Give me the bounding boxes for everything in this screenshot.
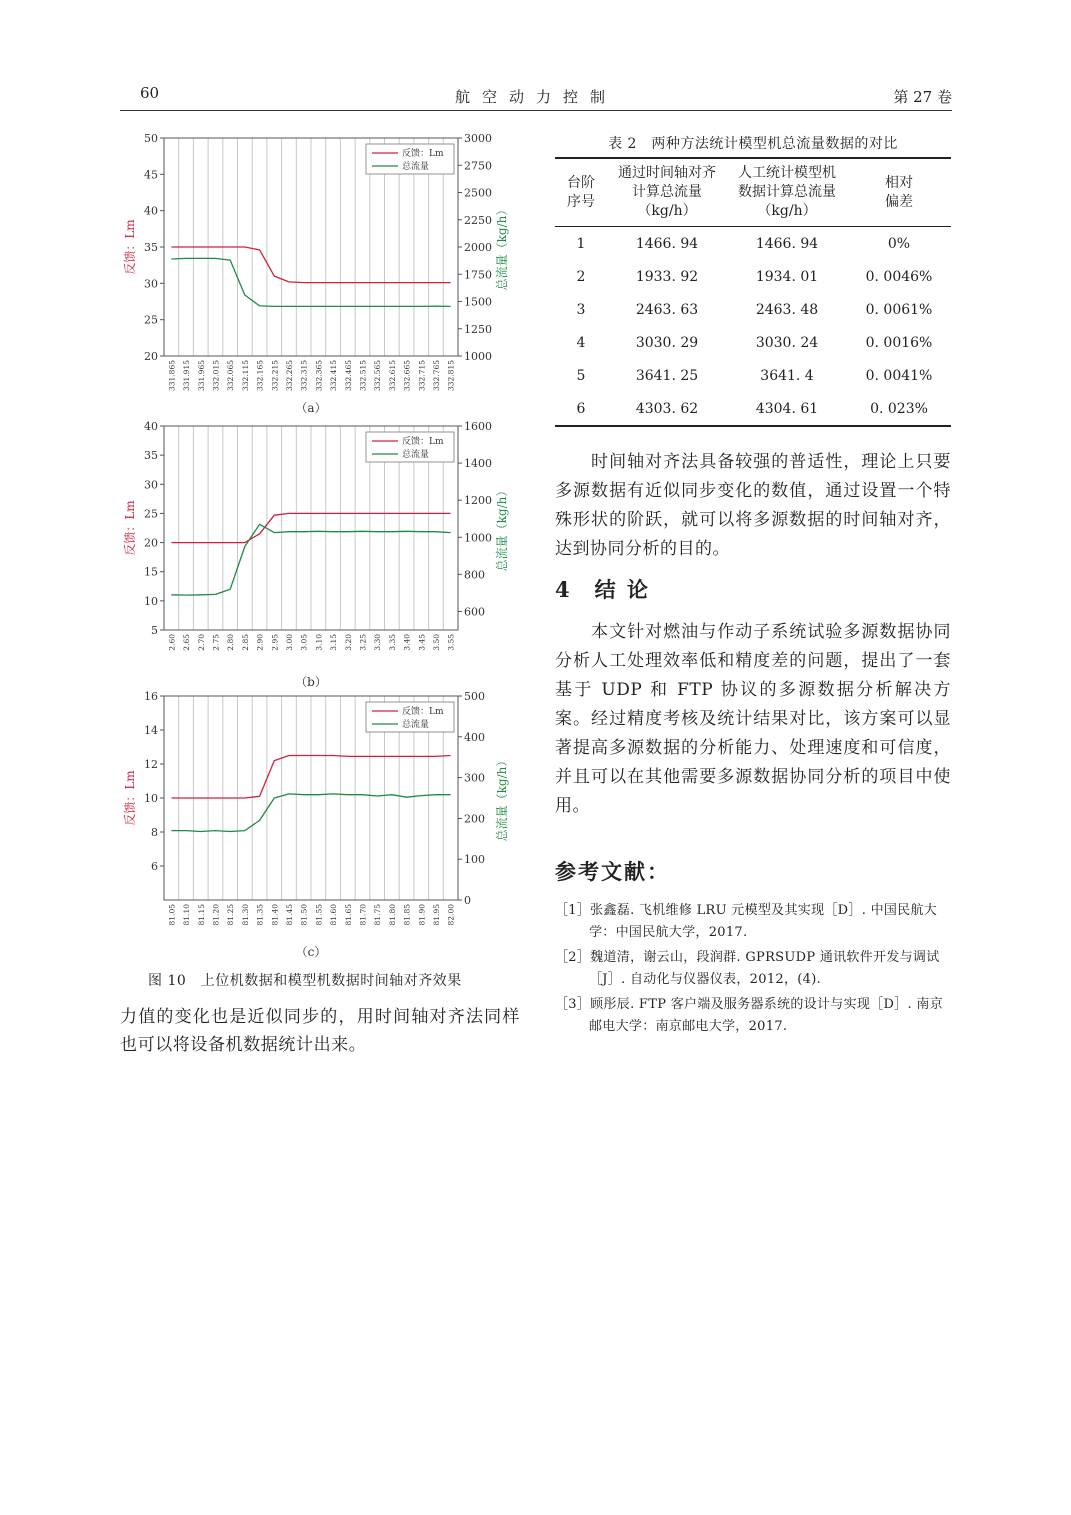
x-tick-label: 3.10 (314, 634, 324, 651)
chart-b-svg (108, 416, 518, 692)
running-header (120, 84, 952, 111)
legend-label-flow: 总流量 (402, 720, 430, 730)
x-tick-label: 3.45 (417, 634, 427, 651)
table-cell: 2 (576, 268, 586, 285)
table-cell: 0% (887, 235, 911, 252)
page-number: 60 (140, 84, 160, 102)
y-left-tick-label: 35 (144, 241, 158, 254)
section-heading-conclusion: 4 结 论 (555, 577, 650, 602)
y-left-tick-label: 25 (144, 507, 158, 521)
x-tick-label: 331.915 (182, 360, 192, 392)
table-cell: 1466. 94 (755, 235, 819, 252)
y-left-tick-label: 45 (144, 168, 158, 182)
x-tick-label: 332.565 (373, 360, 383, 392)
x-tick-label: 81.15 (196, 904, 206, 926)
table-cell: 0. 023% (847, 392, 951, 426)
references-list (555, 900, 951, 1041)
reference-item: ［3］顾彤辰. FTP 客户端及服务器系统的设计与实现［D］. 南京邮电大学：南京邮电大学，2017. (555, 997, 943, 1034)
legend-label-feedback: 反馈：Lm (402, 707, 444, 717)
comparison-table (555, 157, 951, 427)
table-cell: 4 (576, 334, 586, 351)
x-tick-label: 332.465 (343, 360, 353, 392)
y-right-tick-label: 400 (464, 730, 485, 744)
x-tick-label: 2.60 (167, 634, 177, 651)
y-right-tick-label: 600 (464, 605, 485, 619)
journal-name: 航空动力控制 (454, 88, 617, 106)
y-left-tick-label: 25 (144, 313, 158, 327)
table-cell: 3030. 29 (635, 334, 699, 351)
table-cell: 0. 0041% (865, 367, 933, 384)
x-tick-label: 332.065 (226, 360, 236, 392)
y-right-tick-label: 2250 (464, 213, 492, 227)
x-tick-label: 2.80 (226, 634, 236, 651)
y-left-tick-label: 50 (144, 132, 158, 145)
legend-label-feedback: 反馈：Lm (402, 149, 444, 159)
y-right-tick-label: 1000 (464, 531, 492, 545)
x-tick-label: 81.80 (387, 904, 397, 926)
legend-label-flow: 总流量 (402, 450, 430, 460)
table-cell: 3 (576, 301, 586, 318)
table-row (555, 227, 951, 261)
x-tick-label: 81.35 (255, 904, 265, 926)
y-left-tick-label: 30 (144, 277, 158, 291)
y-left-tick-label: 14 (144, 724, 158, 737)
x-tick-label: 81.95 (431, 904, 441, 926)
x-tick-label: 332.615 (387, 360, 397, 392)
chart-b (108, 416, 518, 692)
y-left-tick-label: 15 (144, 565, 158, 579)
x-tick-label: 3.00 (284, 634, 294, 651)
x-tick-label: 332.415 (329, 360, 339, 392)
x-tick-label: 81.70 (358, 904, 368, 926)
x-tick-label: 332.165 (255, 360, 265, 392)
x-tick-label: 2.75 (211, 634, 221, 651)
y-right-axis-title: 总流量（kg/h） (495, 203, 509, 291)
y-right-tick-label: 800 (464, 568, 485, 582)
x-tick-label: 82.00 (446, 904, 456, 926)
y-right-tick-label: 1750 (464, 268, 492, 282)
y-right-tick-label: 1400 (464, 457, 492, 471)
table-cell: 1934. 01 (755, 268, 819, 285)
y-right-tick-label: 2750 (464, 159, 492, 173)
x-tick-label: 2.65 (182, 634, 192, 651)
y-right-tick-label: 0 (464, 894, 471, 907)
y-right-tick-label: 1600 (464, 420, 492, 433)
x-tick-label: 81.45 (284, 904, 294, 926)
x-tick-label: 2.95 (270, 634, 280, 651)
table-cell: 2463. 48 (755, 301, 819, 318)
x-tick-label: 2.90 (255, 634, 265, 651)
x-tick-label: 81.50 (299, 904, 309, 926)
body-text-left: 力值的变化也是近似同步的，用时间轴对齐法同样也可以将设备机数据统计出来。 (120, 1007, 520, 1055)
y-left-tick-label: 30 (144, 478, 158, 492)
table-cell: 1 (576, 235, 586, 252)
y-left-tick-label: 20 (144, 536, 158, 550)
references-title: 参考文献： (555, 859, 670, 884)
y-right-tick-label: 2500 (464, 186, 492, 200)
x-tick-label: 3.50 (431, 634, 441, 651)
col-header-step: 台阶 序号 (555, 158, 607, 227)
x-tick-label: 3.20 (343, 634, 353, 651)
table-row (555, 326, 951, 359)
table-cell: 3030. 24 (755, 334, 819, 351)
y-right-tick-label: 2000 (464, 241, 492, 254)
col-header-manual: 人工统计模型机 数据计算总流量 （kg/h） (727, 158, 847, 227)
x-tick-label: 3.40 (402, 634, 412, 651)
chart-c (108, 686, 518, 962)
col-header-time-axis: 通过时间轴对齐 计算总流量 （kg/h） (607, 158, 727, 227)
y-left-tick-label: 40 (144, 204, 158, 218)
table-cell: 2463. 63 (635, 301, 699, 318)
x-tick-label: 81.65 (343, 904, 353, 926)
y-right-axis-title: 总流量（kg/h） (495, 754, 509, 842)
col-header-deviation: 相对 偏差 (847, 158, 951, 227)
x-tick-label: 331.865 (167, 360, 177, 392)
y-left-tick-label: 16 (144, 690, 158, 703)
table-row (555, 260, 951, 293)
legend-label-flow: 总流量 (402, 162, 430, 172)
x-tick-label: 81.40 (270, 904, 280, 926)
x-tick-label: 2.85 (240, 634, 250, 651)
x-tick-label: 3.05 (299, 634, 309, 651)
table-cell: 6 (555, 392, 607, 426)
paragraph-conclusion: 本文针对燃油与作动子系统试验多源数据协同分析人工处理效率低和精度差的问题，提出了一套基于 UDP 和 FTP 协议的多源数据分析解决方案。经过精度考核及统计结果对比，该方案可以显著提高多源数据的分析能力、处理速度和可信度，并且可以在其他需要多源数据协同分析的项目中使用。 (555, 622, 951, 816)
y-left-tick-label: 5 (151, 624, 158, 637)
x-tick-label: 3.55 (446, 634, 456, 651)
x-tick-label: 332.015 (211, 360, 221, 392)
reference-item: ［2］魏道清，谢云山，段润群. GPRSUDP 通讯软件开发与调试［J］. 自动化与仪器仪表，2012，(4). (555, 950, 940, 987)
volume-label: 第 27 卷 (893, 88, 952, 106)
y-left-tick-label: 6 (151, 860, 158, 873)
x-tick-label: 332.315 (299, 360, 309, 392)
y-left-tick-label: 8 (151, 826, 158, 839)
y-left-tick-label: 40 (144, 420, 158, 433)
x-tick-label: 81.75 (373, 904, 383, 926)
x-tick-label: 3.30 (373, 634, 383, 651)
table-row (555, 392, 951, 426)
x-tick-label: 332.215 (270, 360, 280, 392)
y-right-tick-label: 1500 (464, 295, 492, 309)
table-row (555, 359, 951, 392)
subfigure-label: （a） (295, 401, 327, 415)
x-tick-label: 2.70 (196, 634, 206, 651)
x-tick-label: 3.25 (358, 634, 368, 651)
x-tick-label: 81.55 (314, 904, 324, 926)
table-cell: 3641. 25 (635, 367, 699, 384)
y-right-tick-label: 1000 (464, 350, 492, 363)
y-right-tick-label: 3000 (464, 132, 492, 145)
x-tick-label: 81.85 (402, 904, 412, 926)
x-tick-label: 332.815 (446, 360, 456, 392)
table-cell: 0. 0016% (865, 334, 933, 351)
x-tick-label: 81.30 (240, 904, 250, 926)
chart-c-svg (108, 686, 518, 962)
x-tick-label: 332.765 (431, 360, 441, 392)
paragraph-time-axis: 时间轴对齐法具备较强的普适性，理论上只要多源数据有近似同步变化的数值，通过设置一个特殊形状的阶跃，就可以将多源数据的时间轴对齐，达到协同分析的目的。 (555, 452, 951, 559)
x-tick-label: 332.115 (240, 360, 250, 392)
x-tick-label: 332.365 (314, 360, 324, 392)
table-cell: 3641. 4 (760, 367, 814, 384)
y-right-tick-label: 100 (464, 853, 485, 867)
table-cell: 0. 0046% (865, 268, 933, 285)
y-left-axis-title: 反馈：Lm (123, 219, 137, 275)
table-header-row (555, 158, 951, 227)
table-title: 表 2 两种方法统计模型机总流量数据的对比 (608, 136, 898, 152)
x-tick-label: 81.25 (226, 904, 236, 926)
subfigure-label: （c） (295, 945, 327, 959)
y-left-tick-label: 35 (144, 449, 158, 463)
y-right-tick-label: 500 (464, 690, 485, 703)
table-cell: 1933. 92 (635, 268, 699, 285)
subfigure-label: （b） (295, 675, 327, 689)
y-right-tick-label: 200 (464, 812, 485, 826)
table-cell: 0. 0061% (865, 301, 933, 318)
y-right-tick-label: 300 (464, 771, 485, 785)
x-tick-label: 81.05 (167, 904, 177, 926)
x-tick-label: 81.20 (211, 904, 221, 926)
x-tick-label: 332.515 (358, 360, 368, 392)
chart-a (108, 128, 518, 418)
x-tick-label: 81.60 (329, 904, 339, 926)
table-cell: 4303. 62 (607, 392, 727, 426)
x-tick-label: 331.965 (196, 360, 206, 392)
x-tick-label: 81.10 (182, 904, 192, 926)
legend-label-feedback: 反馈：Lm (402, 437, 444, 447)
y-left-tick-label: 10 (144, 594, 158, 608)
table-cell: 1466. 94 (635, 235, 699, 252)
x-tick-label: 332.665 (402, 360, 412, 392)
table-cell: 5 (576, 367, 586, 384)
table-cell: 4304. 61 (727, 392, 847, 426)
figure-caption: 图 10 上位机数据和模型机数据时间轴对齐效果 (148, 973, 462, 989)
x-tick-label: 3.35 (387, 634, 397, 651)
y-left-tick-label: 10 (144, 792, 158, 805)
y-left-axis-title: 反馈：Lm (123, 770, 137, 826)
y-right-tick-label: 1200 (464, 494, 492, 508)
y-right-tick-label: 1250 (464, 322, 492, 336)
y-left-axis-title: 反馈：Lm (123, 500, 137, 556)
x-tick-label: 332.265 (284, 360, 294, 392)
y-left-tick-label: 20 (144, 350, 158, 363)
reference-item: ［1］张鑫磊. 飞机维修 LRU 元模型及其实现［D］. 中国民航大学：中国民航大学，2017. (555, 903, 938, 940)
y-left-tick-label: 12 (144, 758, 158, 771)
y-right-axis-title: 总流量（kg/h） (495, 484, 509, 572)
chart-a-svg (108, 128, 518, 418)
table-row (555, 293, 951, 326)
x-tick-label: 81.90 (417, 904, 427, 926)
x-tick-label: 3.15 (329, 634, 339, 651)
x-tick-label: 332.715 (417, 360, 427, 392)
